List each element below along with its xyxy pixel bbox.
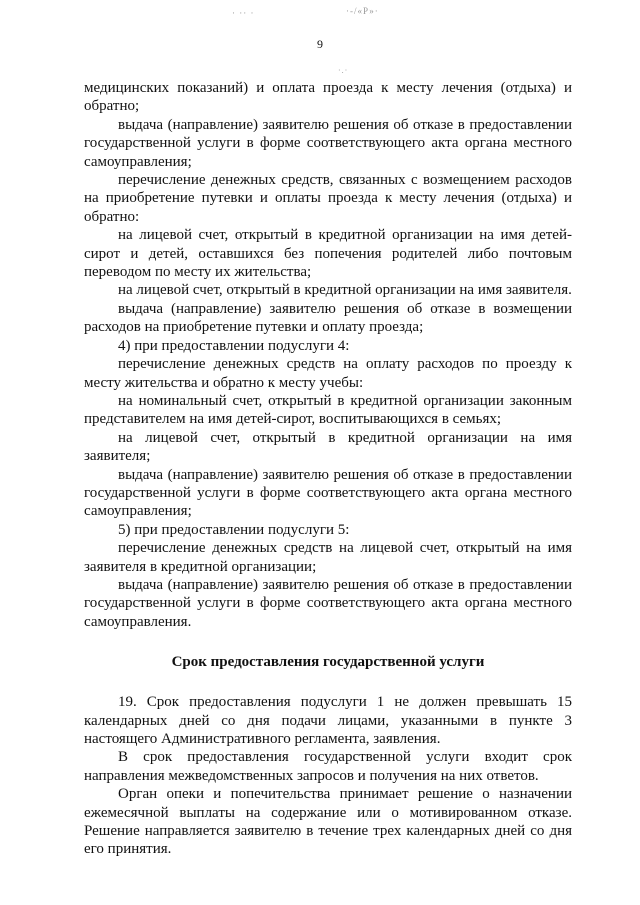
section-heading: Срок предоставления государственной услуги <box>171 654 485 671</box>
scan-artifact-right: ·-/«Р»· <box>346 6 379 16</box>
paragraph: выдача (направление) заявителю решения об отказе в предоставлении государственной услуги в форме соответствующего акта органа местного самоуправления; <box>84 466 572 520</box>
paragraph: выдача (направление) заявителю решения об отказе в предоставлении государственной услуги в форме соответствующего акта органа местного самоуправления. <box>84 576 572 630</box>
paragraph: перечисление денежных средств, связанных с возмещением расходов на приобретение путевки и оплаты проезда к месту лечения (отдыха) и обратно: <box>84 172 572 225</box>
paragraph: перечисление денежных средств на лицевой счет, открытый на имя заявителя в кредитной организации; <box>84 540 572 575</box>
scan-artifact-small: ·.· <box>338 66 349 75</box>
paragraph: на номинальный счет, открытый в кредитной организации законным представителем на имя детей-сирот, воспитывающихся в семьях; <box>84 392 572 428</box>
scan-artifact-left: · ·· · <box>232 8 255 18</box>
page-number: 9 <box>317 37 323 51</box>
paragraph: на лицевой счет, открытый в кредитной организации на имя заявителя; <box>84 429 572 465</box>
paragraph: на лицевой счет, открытый в кредитной организации на имя заявителя. <box>118 282 572 299</box>
document-body <box>84 79 572 859</box>
paragraph: В срок предоставления государственной услуги входит срок направления межведомственных запросов и получения на них ответов. <box>84 749 572 784</box>
paragraph: Орган опеки и попечительства принимает решение о назначении ежемесячной выплаты на содержание или о мотивированном отказе. Решение направляется заявителю в течение трех календарных дней со дня его принятия. <box>84 786 572 858</box>
paragraph: медицинских показаний) и оплата проезда к месту лечения (отдыха) и обратно; <box>84 80 572 115</box>
list-item-5: 5) при предоставлении подуслуги 5: <box>118 521 350 538</box>
paragraph: выдача (направление) заявителю решения об отказе в предоставлении государственной услуги в форме соответствующего акта органа местного самоуправления; <box>84 116 572 170</box>
paragraph-19: 19. Срок предоставления подуслуги 1 не должен превышать 15 календарных дней со дня подачи лицами, указанными в пункте 3 настоящего Административного регламента, заявления. <box>84 694 572 747</box>
paragraph: перечисление денежных средств на оплату расходов по проезду к месту жительства и обратно к месту учебы: <box>84 356 572 391</box>
paragraph: на лицевой счет, открытый в кредитной организации на имя детей-сирот и детей, оставшихся без попечения родителей либо почтовым переводом по месту их жительства; <box>84 227 572 281</box>
list-item-4: 4) при предоставлении подуслуги 4: <box>118 337 350 354</box>
paragraph: выдача (направление) заявителю решения об отказе в возмещении расходов на приобретение путевки и оплату проезда; <box>84 300 572 336</box>
